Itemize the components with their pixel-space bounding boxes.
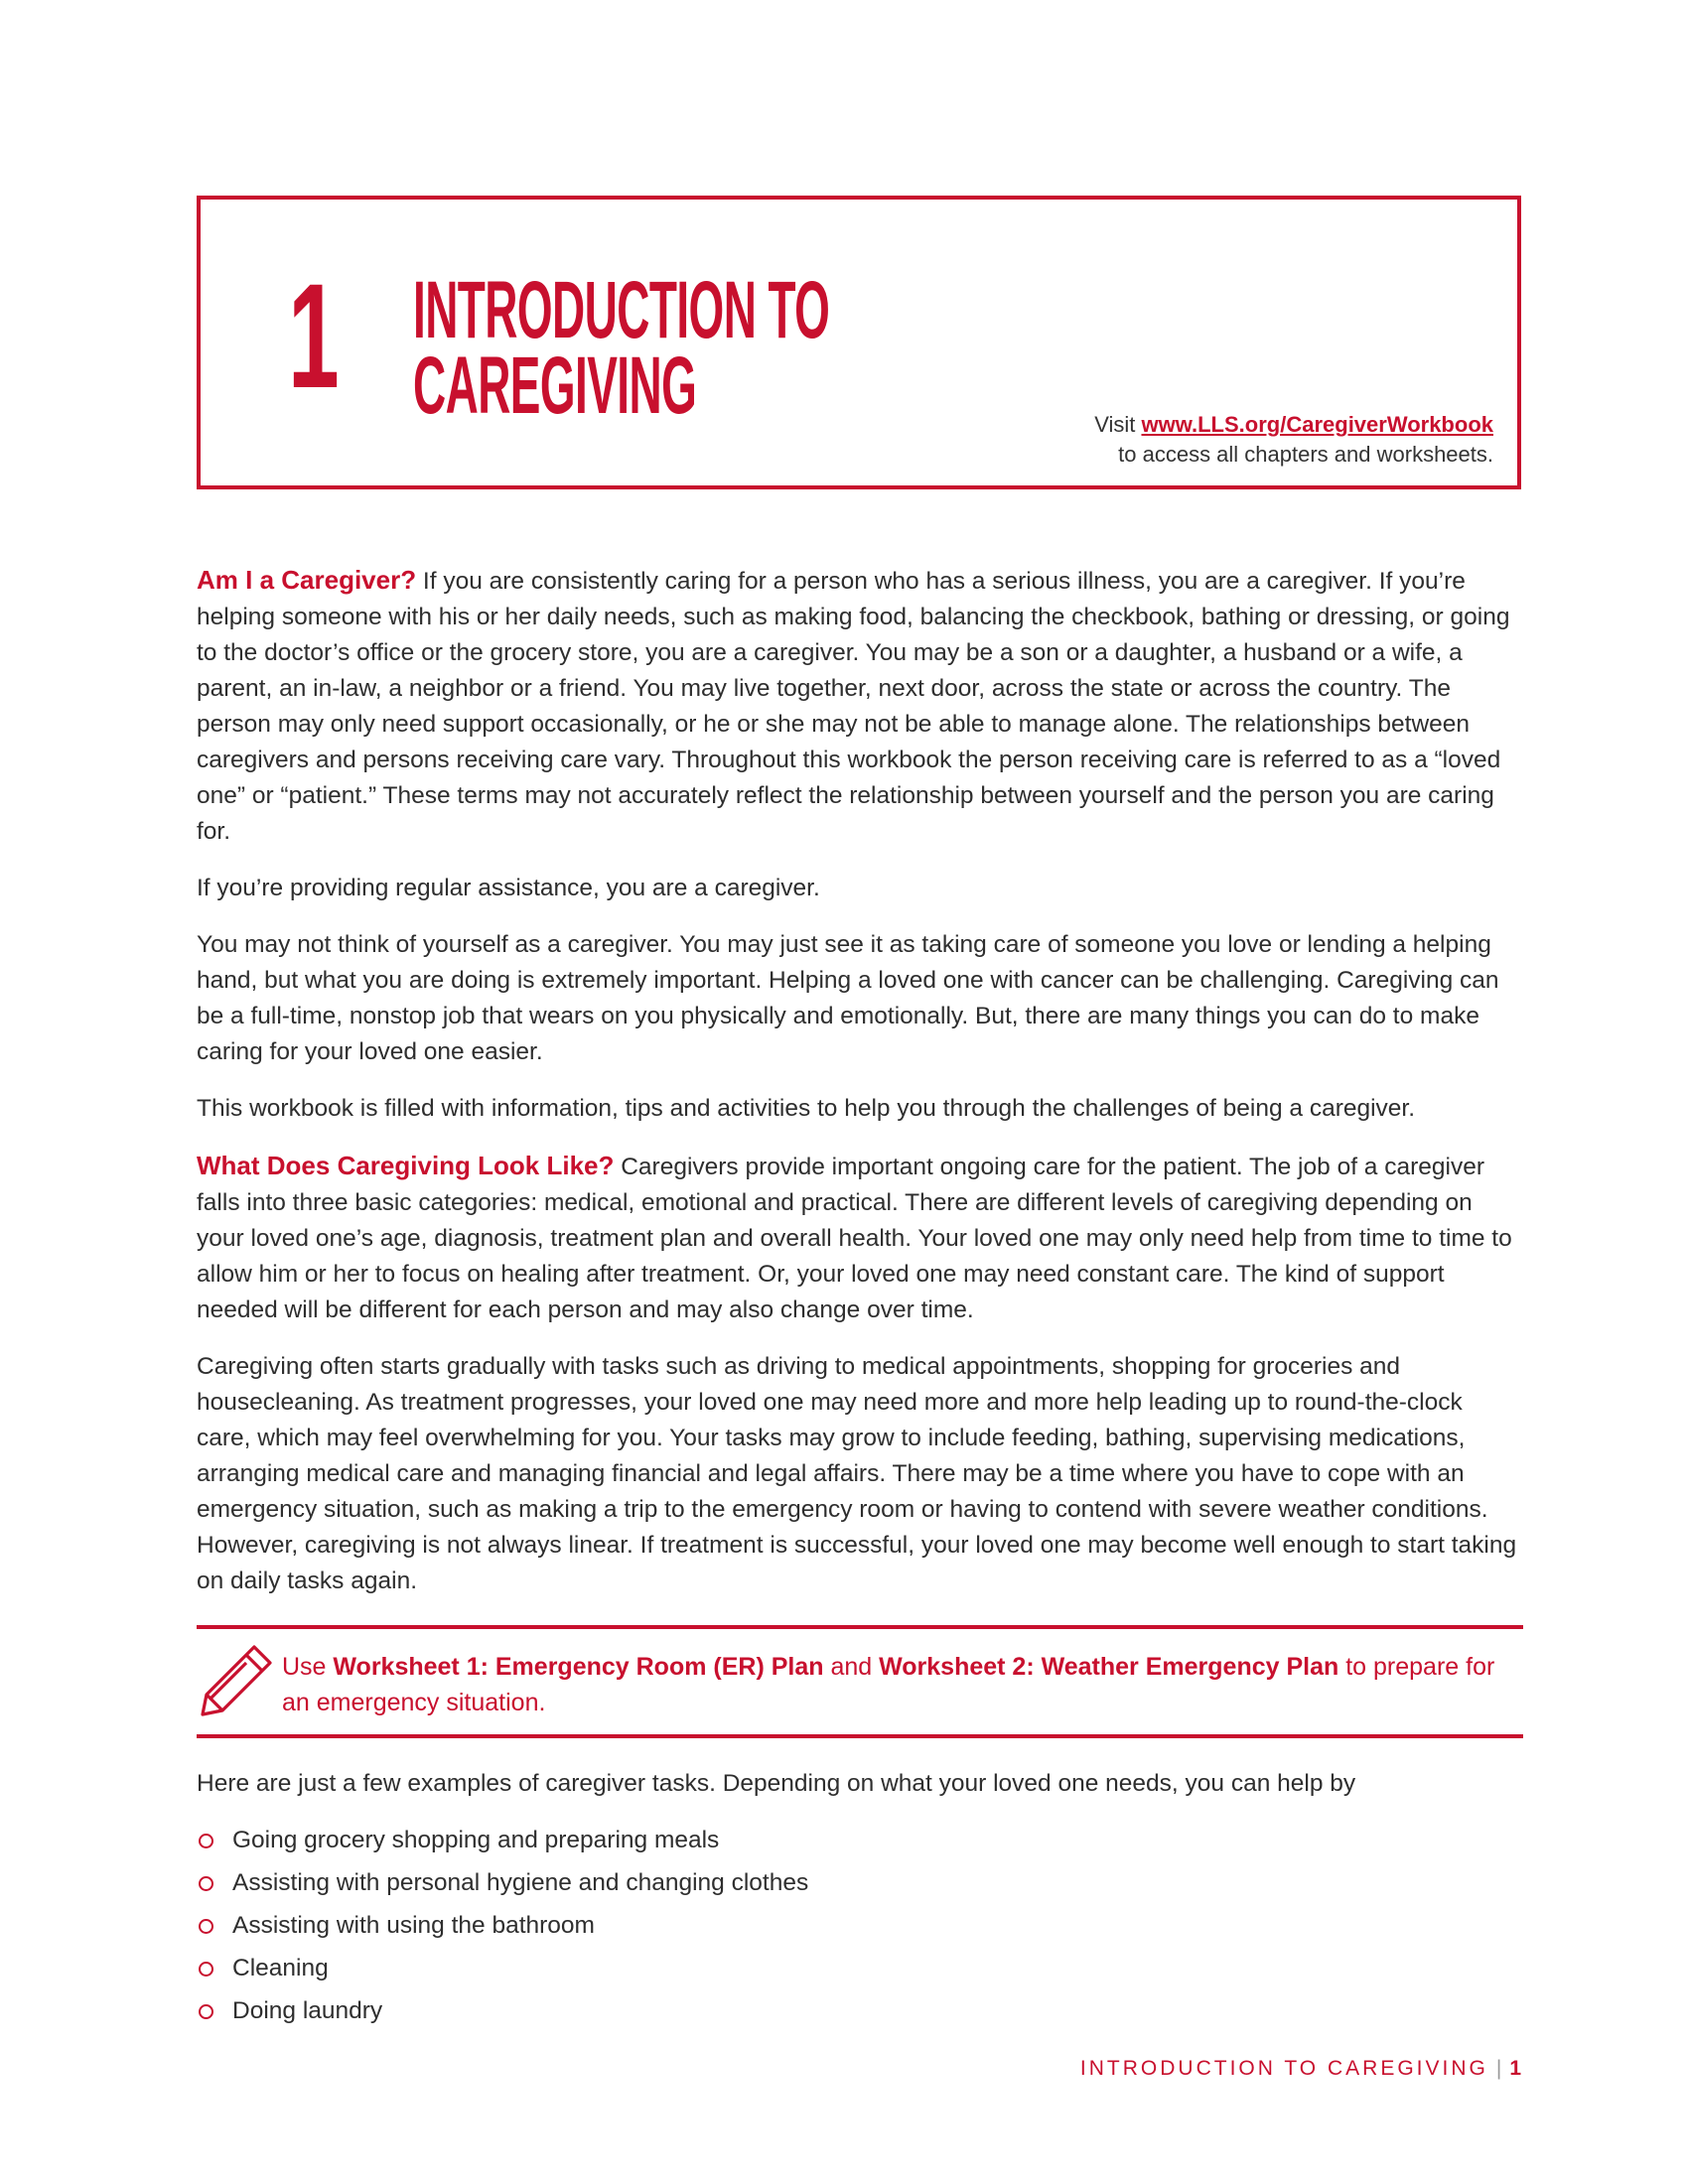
list-item	[197, 1908, 1523, 1944]
lead-am-i-caregiver: Am I a Caregiver?	[197, 565, 417, 595]
paragraph-body: Caregivers provide important ongoing care for the patient. The job of a caregiver falls into three basic categories: medical, emotional and practical. There are different levels of caregiving depending on your loved one’s age, diagnosis, treatment plan and overall health. Your loved one may only need help from time to time to allow him or her to focus on healing after treatment. Or, your loved one may need constant care. The kind of support needed will be different for each person and may also change over time.	[197, 1154, 1512, 1323]
paragraph-what-does-caregiving-look-like	[197, 1148, 1523, 1328]
circle-bullet-icon	[199, 1876, 213, 1891]
chapter-title-line1: INTRODUCTION TO	[413, 265, 830, 355]
callout-text-1: Use	[282, 1653, 334, 1681]
main-content	[197, 562, 1523, 2036]
worksheet-callout	[197, 1625, 1523, 1738]
footer-label: INTRODUCTION TO CAREGIVING	[1079, 2057, 1488, 2080]
circle-bullet-icon	[199, 1834, 213, 1848]
circle-bullet-icon	[199, 1962, 213, 1977]
workbook-link[interactable]: www.LLS.org/CaregiverWorkbook	[1141, 412, 1493, 437]
page-number: 1	[1509, 2057, 1521, 2080]
list-item	[197, 1951, 1523, 1986]
paragraph-workbook: This workbook is filled with information, tips and activities to help you through the challenges of being a caregiver.	[197, 1095, 1416, 1122]
task-label: Doing laundry	[232, 1997, 383, 2024]
callout-text-2: and	[823, 1653, 880, 1681]
page-footer	[1080, 2057, 1521, 2081]
visit-prefix: Visit	[1094, 412, 1142, 437]
paragraph-am-i-caregiver	[197, 562, 1523, 850]
paragraph-think-of-yourself: You may not think of yourself as a caregiver. You may just see it as taking care of someone you love or lending a helping hand, but what you are doing is extremely important. Helping a loved one with cancer can be challenging. Caregiving can be a full-time, nonstop job that wears on you physically and emotionally. But, there are many things you can do to make caring for your loved one easier.	[197, 931, 1499, 1065]
visit-note	[1094, 410, 1493, 470]
chapter-title-line2: CAREGIVING	[413, 341, 697, 431]
list-item	[197, 1865, 1523, 1901]
pencil-icon	[197, 1641, 276, 1720]
worksheet-2-link[interactable]: Worksheet 2: Weather Emergency Plan	[879, 1653, 1339, 1681]
chapter-title	[413, 265, 830, 431]
circle-bullet-icon	[199, 1919, 213, 1934]
paragraph-examples: Here are just a few examples of caregiver tasks. Depending on what your loved one needs, you can help by	[197, 1770, 1356, 1797]
list-item	[197, 1993, 1523, 2029]
circle-bullet-icon	[199, 2004, 213, 2019]
task-list	[197, 1823, 1523, 2029]
task-label: Cleaning	[232, 1955, 329, 1981]
chapter-header-box	[197, 196, 1521, 489]
chapter-number: 1	[288, 252, 339, 419]
paragraph-gradual: Caregiving often starts gradually with tasks such as driving to medical appointments, shopping for groceries and housecleaning. As treatment progresses, your loved one may need more and more help leading up to round-the-clock care, which may feel overwhelming for you. Your tasks may grow to include feeding, bathing, supervising medications, arranging medical care and managing financial and legal affairs. There may be a time where you have to cope with an emergency situation, such as making a trip to the emergency room or having to contend with severe weather conditions. However, caregiving is not always linear. If treatment is successful, your loved one may become well enough to start taking on daily tasks again.	[197, 1353, 1517, 1594]
paragraph-regular-assistance: If you’re providing regular assistance, you are a caregiver.	[197, 875, 820, 901]
task-label: Going grocery shopping and preparing meals	[232, 1827, 720, 1853]
task-label: Assisting with personal hygiene and changing clothes	[232, 1869, 809, 1896]
task-label: Assisting with using the bathroom	[232, 1912, 595, 1939]
visit-suffix: to access all chapters and worksheets.	[1118, 442, 1493, 467]
worksheet-1-link[interactable]: Worksheet 1: Emergency Room (ER) Plan	[333, 1653, 824, 1681]
list-item	[197, 1823, 1523, 1858]
paragraph-body: If you are consistently caring for a person who has a serious illness, you are a caregiver. If you’re helping someone with his or her daily needs, such as making food, balancing the checkbook, bathing or dressing, or going to the doctor’s office or the grocery store, you are a caregiver. You may be a son or a daughter, a husband or a wife, a parent, an in-law, a neighbor or a friend. You may live together, next door, across the state or across the country. The person may only need support occasionally, or he or she may not be able to manage alone. The relationships between caregivers and persons receiving care vary. Throughout this workbook the person receiving care is referred to as a “loved one” or “patient.” These terms may not accurately reflect the relationship between yourself and the person you are caring for.	[197, 568, 1510, 845]
footer-separator: |	[1495, 2057, 1502, 2080]
callout-text-3: to prepare for an emergency situation.	[282, 1653, 1495, 1716]
lead-what-does-caregiving: What Does Caregiving Look Like?	[197, 1151, 615, 1180]
